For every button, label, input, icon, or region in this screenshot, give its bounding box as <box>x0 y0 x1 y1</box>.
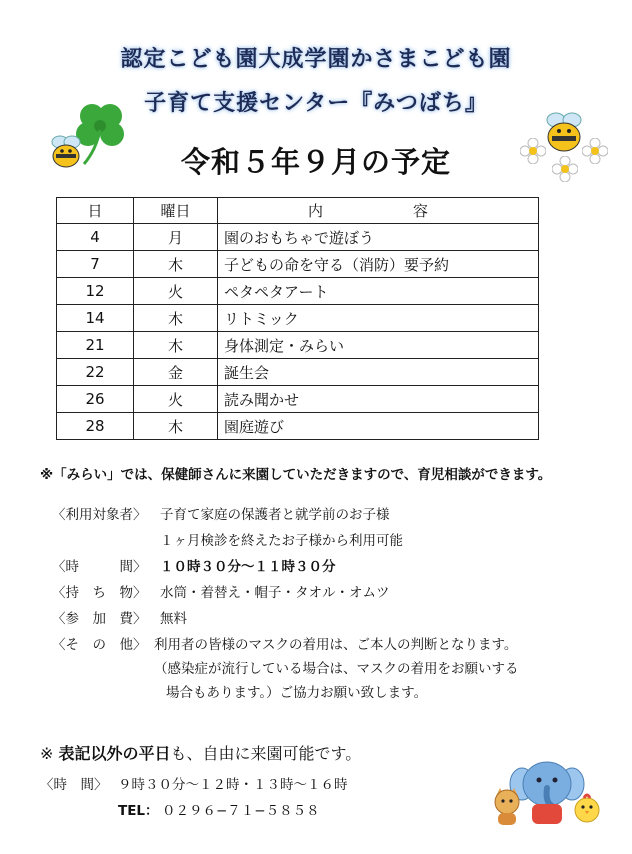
other-line1: 利用者の皆様のマスクの着用は、ご本人の判断となります。 <box>154 637 518 653</box>
fee-value: 無料 <box>160 611 187 627</box>
cell-weekday: 金 <box>134 359 218 386</box>
cell-weekday: 木 <box>134 251 218 278</box>
note-emphasis: 表記以外の平日 <box>58 744 171 763</box>
cell-day: 14 <box>57 305 134 332</box>
month-heading: 令和５年９月の予定 <box>180 145 451 179</box>
hours-value: ９時３０分〜１２時・１３時〜１６時 <box>118 777 348 793</box>
chick-icon <box>572 790 602 824</box>
free-visit-note <box>40 741 361 764</box>
cell-content: 身体測定・みらい <box>218 332 539 359</box>
cell-content: 園のおもちゃで遊ぼう <box>218 224 539 251</box>
time-label: 〈時 間〉 <box>52 559 147 575</box>
note-mark: ※ <box>40 744 54 763</box>
mirai-note: ※「みらい」では、保健師さんに来園していただきますので、育児相談ができます。 <box>40 467 552 483</box>
cell-content: 子どもの命を守る（消防）要予約 <box>218 251 539 278</box>
cell-day: 4 <box>57 224 134 251</box>
table-header-row <box>57 198 539 224</box>
other-label: 〈そ の 他〉 <box>52 637 147 653</box>
hours-label: 〈時 間〉 <box>40 777 108 793</box>
cell-weekday: 木 <box>134 413 218 440</box>
target-label: 〈利用対象者〉 <box>52 507 147 523</box>
target-line1: 子育て家庭の保護者と就学前のお子様 <box>160 507 390 523</box>
cell-content: ペタペタアート <box>218 278 539 305</box>
time-value: １０時３０分〜１１時３０分 <box>160 559 336 575</box>
table-row <box>57 332 539 359</box>
other-line3: 場合もあります。）ご協力お願い致します。 <box>166 685 428 701</box>
table-row <box>57 278 539 305</box>
tel-label: TEL： <box>118 803 159 819</box>
center-name-line1: 認定こども園大成学園かさまこども園 <box>120 47 512 72</box>
table-row <box>57 251 539 278</box>
column-header-content: 内 容 <box>218 198 539 224</box>
column-header-day: 日 <box>57 198 134 224</box>
cell-content: リトミック <box>218 305 539 332</box>
cell-weekday: 木 <box>134 332 218 359</box>
table-row <box>57 305 539 332</box>
cell-content: 園庭遊び <box>218 413 539 440</box>
cell-day: 22 <box>57 359 134 386</box>
cell-day: 26 <box>57 386 134 413</box>
schedule-table <box>56 197 539 440</box>
other-line2: （感染症が流行している場合は、マスクの着用をお願いする <box>154 661 519 677</box>
items-value: 水筒・着替え・帽子・タオル・オムツ <box>160 585 390 601</box>
cell-weekday: 火 <box>134 278 218 305</box>
table-row <box>57 359 539 386</box>
note-text: も、自由に来園可能です。 <box>170 744 362 763</box>
cell-day: 7 <box>57 251 134 278</box>
cell-day: 12 <box>57 278 134 305</box>
cell-content: 読み聞かせ <box>218 386 539 413</box>
cat-icon <box>490 786 524 826</box>
cell-weekday: 月 <box>134 224 218 251</box>
table-row <box>57 224 539 251</box>
table-row <box>57 386 539 413</box>
column-header-weekday: 曜日 <box>134 198 218 224</box>
items-label: 〈持 ち 物〉 <box>52 585 147 601</box>
cell-weekday: 木 <box>134 305 218 332</box>
center-name-line2: 子育て支援センター『みつばち』 <box>144 91 488 116</box>
cell-weekday: 火 <box>134 386 218 413</box>
cell-content: 誕生会 <box>218 359 539 386</box>
cell-day: 21 <box>57 332 134 359</box>
cell-day: 28 <box>57 413 134 440</box>
fee-label: 〈参 加 費〉 <box>52 611 147 627</box>
target-line2: １ヶ月検診を終えたお子様から利用可能 <box>160 533 403 549</box>
tel-number: ０２９６−７１−５８５８ <box>162 803 320 819</box>
table-row <box>57 413 539 440</box>
